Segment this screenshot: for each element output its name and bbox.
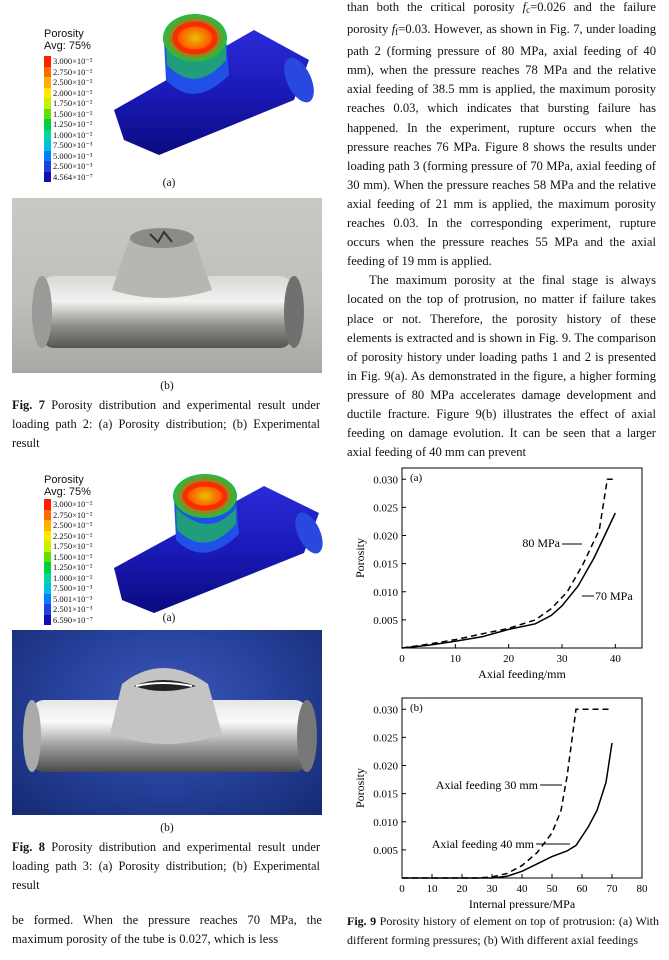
legend-swatch [44, 140, 51, 151]
y-tick-label: 0.025 [373, 732, 398, 745]
legend-value: 2.500×10⁻² [53, 520, 93, 530]
legend-value: 6.590×10⁻⁷ [53, 614, 93, 625]
left-body-text [12, 911, 322, 949]
y-axis-label: Porosity [353, 537, 367, 579]
legend-value: 1.250×10⁻² [53, 562, 93, 572]
legend-row [44, 573, 93, 584]
legend-row [44, 594, 93, 605]
x-tick-label: 10 [449, 653, 461, 665]
right-paragraph-2: The maximum porosity at the final stage is always located on the top of protrusion, no matter if failure takes place or not. Therefore, the porosity history of these elements is extracted and is shown in Fig. 9. The comparison of porosity history under loading paths 1 and 2 is presented in Fig. 9(a). As demonstrated in the figure, a higher forming pressure of 80 MPa accelerates damage development and ductile fracture. Figure 9(b) illustrates the effect of axial feeding on damage evolution. It can be seen that a larger axial feeding of 40 mm can prevent [347, 273, 656, 460]
legend-row [44, 499, 93, 510]
legend-value: 3.000×10⁻² [53, 56, 93, 66]
legend-row [44, 77, 93, 88]
x-tick-label: 80 [636, 883, 648, 895]
right-paragraph-1: than both the critical porosity $f_c=0.026$ and the failure porosity $f_f=0.03$. However, as shown in Fig. 7, under loading path 2 (forming pressure of 80 MPa, axial feeding of 40 mm), when the pressure reaches 78 MPa and the relative axial feeding of 38.5 mm is applied, the maximum porosity reaches 0.03, which indicates that bursting failure has happened. In the experiment, rupture occurs when the pressure reaches 76 MPa. Figure 8 shows the results under loading path 3 (forming pressure of 70 MPa, axial feeding of 30 mm). When the pressure reaches 58 MPa and the relative axial feeding of 21 mm is applied, the maximum porosity reaches 0.03. In the corresponding experiment, rupture occurs when the pressure reaches 55 MPa and the axial feeding of 19 mm is applied. [347, 0, 657, 269]
fig9-caption-label: Fig. 9 [347, 914, 377, 928]
y-tick-label: 0.010 [373, 816, 398, 829]
legend-swatch [44, 562, 51, 573]
legend-swatch [44, 520, 51, 531]
x-tick-label: 0 [399, 653, 405, 665]
fig7-tube-render [104, 0, 314, 160]
fig8-legend-title: Porosity [44, 474, 84, 486]
legend-value: 3.000×10⁻² [53, 499, 93, 509]
legend-swatch [44, 56, 51, 67]
legend-row [44, 88, 93, 99]
series-annotation: 80 MPa [522, 536, 560, 550]
legend-swatch [44, 151, 51, 162]
legend-row [44, 130, 93, 141]
x-tick-label: 60 [576, 883, 588, 895]
legend-row [44, 109, 93, 120]
legend-row [44, 583, 93, 594]
legend-swatch [44, 583, 51, 594]
legend-swatch [44, 77, 51, 88]
right-body-text [347, 0, 656, 462]
y-tick-label: 0.005 [373, 844, 398, 857]
fig8-label-a: (a) [162, 612, 176, 624]
legend-value: 1.500×10⁻² [53, 551, 93, 562]
legend-value: 2.000×10⁻² [53, 87, 93, 98]
legend-swatch [44, 573, 51, 584]
fig7-tube-photo-icon [12, 198, 322, 373]
y-tick-label: 0.015 [373, 788, 398, 801]
fig7-legend-avg: Avg: 75% [44, 40, 91, 52]
left-paragraph: be formed. When the pressure reaches 70 MPa, the maximum porosity of the tube is 0.027, which is less [12, 913, 322, 947]
legend-value: 1.000×10⁻² [53, 129, 93, 140]
fig7-caption-text: Porosity distribution and experimental result under loading path 2: (a) Porosity distribution; (b) Experimental result [12, 398, 320, 450]
legend-swatch [44, 531, 51, 542]
fig7-photo [12, 198, 322, 373]
y-tick-label: 0.030 [373, 704, 398, 717]
x-axis-label: Internal pressure/MPa [468, 897, 576, 910]
legend-value: 1.750×10⁻² [53, 541, 93, 551]
x-tick-label: 70 [606, 883, 618, 895]
legend-row [44, 520, 93, 531]
legend-value: 4.564×10⁻⁷ [53, 171, 93, 182]
series-annotation: Axial feeding 30 mm [435, 778, 538, 792]
legend-row [44, 56, 93, 67]
fig8-label-b: (b) [160, 822, 174, 834]
series-line [402, 479, 613, 648]
legend-value: 2.250×10⁻² [53, 530, 93, 541]
y-tick-label: 0.010 [373, 586, 398, 599]
fig9a-chart [350, 458, 660, 680]
legend-swatch [44, 594, 51, 605]
fig8-legend [44, 499, 93, 625]
x-tick-label: 50 [546, 883, 558, 895]
fig9b-chart [350, 688, 660, 910]
fig7-caption-label: Fig. 7 [12, 398, 45, 412]
fig8-simulation [44, 468, 304, 625]
legend-swatch [44, 119, 51, 130]
legend-row [44, 161, 93, 172]
legend-swatch [44, 161, 51, 172]
legend-swatch [44, 130, 51, 141]
legend-row [44, 119, 93, 130]
fig7-label-a: (a) [162, 177, 176, 189]
y-axis-label: Porosity [353, 767, 367, 809]
legend-value: 2.500×10⁻³ [53, 161, 93, 171]
y-tick-label: 0.025 [373, 502, 398, 515]
legend-value: 1.000×10⁻² [53, 572, 93, 583]
legend-value: 1.750×10⁻² [53, 98, 93, 108]
series-annotation: Axial feeding 40 mm [431, 837, 534, 851]
fig8-legend-avg: Avg: 75% [44, 486, 91, 498]
y-tick-label: 0.020 [373, 760, 398, 773]
legend-value: 1.250×10⁻² [53, 119, 93, 129]
legend-row [44, 140, 93, 151]
x-tick-label: 10 [426, 883, 438, 895]
y-tick-label: 0.030 [373, 474, 398, 487]
fig7-simulation [44, 0, 304, 182]
legend-value: 2.750×10⁻² [53, 66, 93, 77]
legend-swatch [44, 499, 51, 510]
legend-value: 2.501×10⁻³ [53, 604, 93, 614]
legend-swatch [44, 88, 51, 99]
x-tick-label: 40 [516, 883, 528, 895]
x-tick-label: 20 [456, 883, 468, 895]
legend-row [44, 562, 93, 573]
legend-row [44, 67, 93, 78]
legend-swatch [44, 541, 51, 552]
legend-value: 7.500×10⁻³ [53, 140, 93, 150]
legend-value: 1.500×10⁻² [53, 108, 93, 119]
legend-row [44, 151, 93, 162]
x-axis-label: Axial feeding/mm [478, 667, 566, 680]
legend-swatch [44, 109, 51, 120]
legend-swatch [44, 98, 51, 109]
y-tick-label: 0.005 [373, 614, 398, 627]
legend-row [44, 531, 93, 542]
legend-row [44, 552, 93, 563]
legend-value: 5.000×10⁻³ [53, 150, 93, 161]
fig7-caption [12, 396, 320, 453]
legend-value: 7.500×10⁻³ [53, 583, 93, 593]
series-line [402, 743, 612, 878]
fig8-photo [12, 630, 322, 815]
panel-label: (b) [410, 702, 423, 714]
fig8-tube-render [104, 468, 324, 618]
fig7-label-b: (b) [160, 380, 174, 392]
plot-frame [402, 468, 642, 648]
y-tick-label: 0.020 [373, 530, 398, 543]
legend-row [44, 98, 93, 109]
legend-value: 2.500×10⁻² [53, 77, 93, 87]
x-tick-label: 30 [556, 653, 568, 665]
fig8-caption [12, 838, 320, 895]
fig8-caption-text: Porosity distribution and experimental result under loading path 3: (a) Porosity distribution; (b) Experimental result [12, 840, 320, 892]
x-tick-label: 40 [609, 653, 621, 665]
fig7-legend-title: Porosity [44, 28, 84, 40]
fig7-legend [44, 56, 93, 182]
x-tick-label: 0 [399, 883, 405, 895]
legend-swatch [44, 510, 51, 521]
series-line [402, 513, 615, 648]
series-annotation: 70 MPa [595, 589, 633, 603]
x-tick-label: 20 [503, 653, 515, 665]
fig8-tube-photo-icon [12, 630, 322, 815]
y-tick-label: 0.015 [373, 558, 398, 571]
legend-value: 2.750×10⁻² [53, 509, 93, 520]
legend-swatch [44, 67, 51, 78]
legend-value: 5.001×10⁻³ [53, 593, 93, 604]
x-tick-label: 30 [486, 883, 498, 895]
legend-row [44, 510, 93, 521]
panel-label: (a) [410, 472, 423, 484]
fig8-caption-label: Fig. 8 [12, 840, 45, 854]
fig9-caption [347, 912, 659, 950]
series-line [402, 709, 612, 878]
legend-swatch [44, 552, 51, 563]
legend-row [44, 541, 93, 552]
fig9-caption-text: Porosity history of element on top of protrusion: (a) With different forming pressures; (b) With different axial feedings [347, 914, 659, 947]
